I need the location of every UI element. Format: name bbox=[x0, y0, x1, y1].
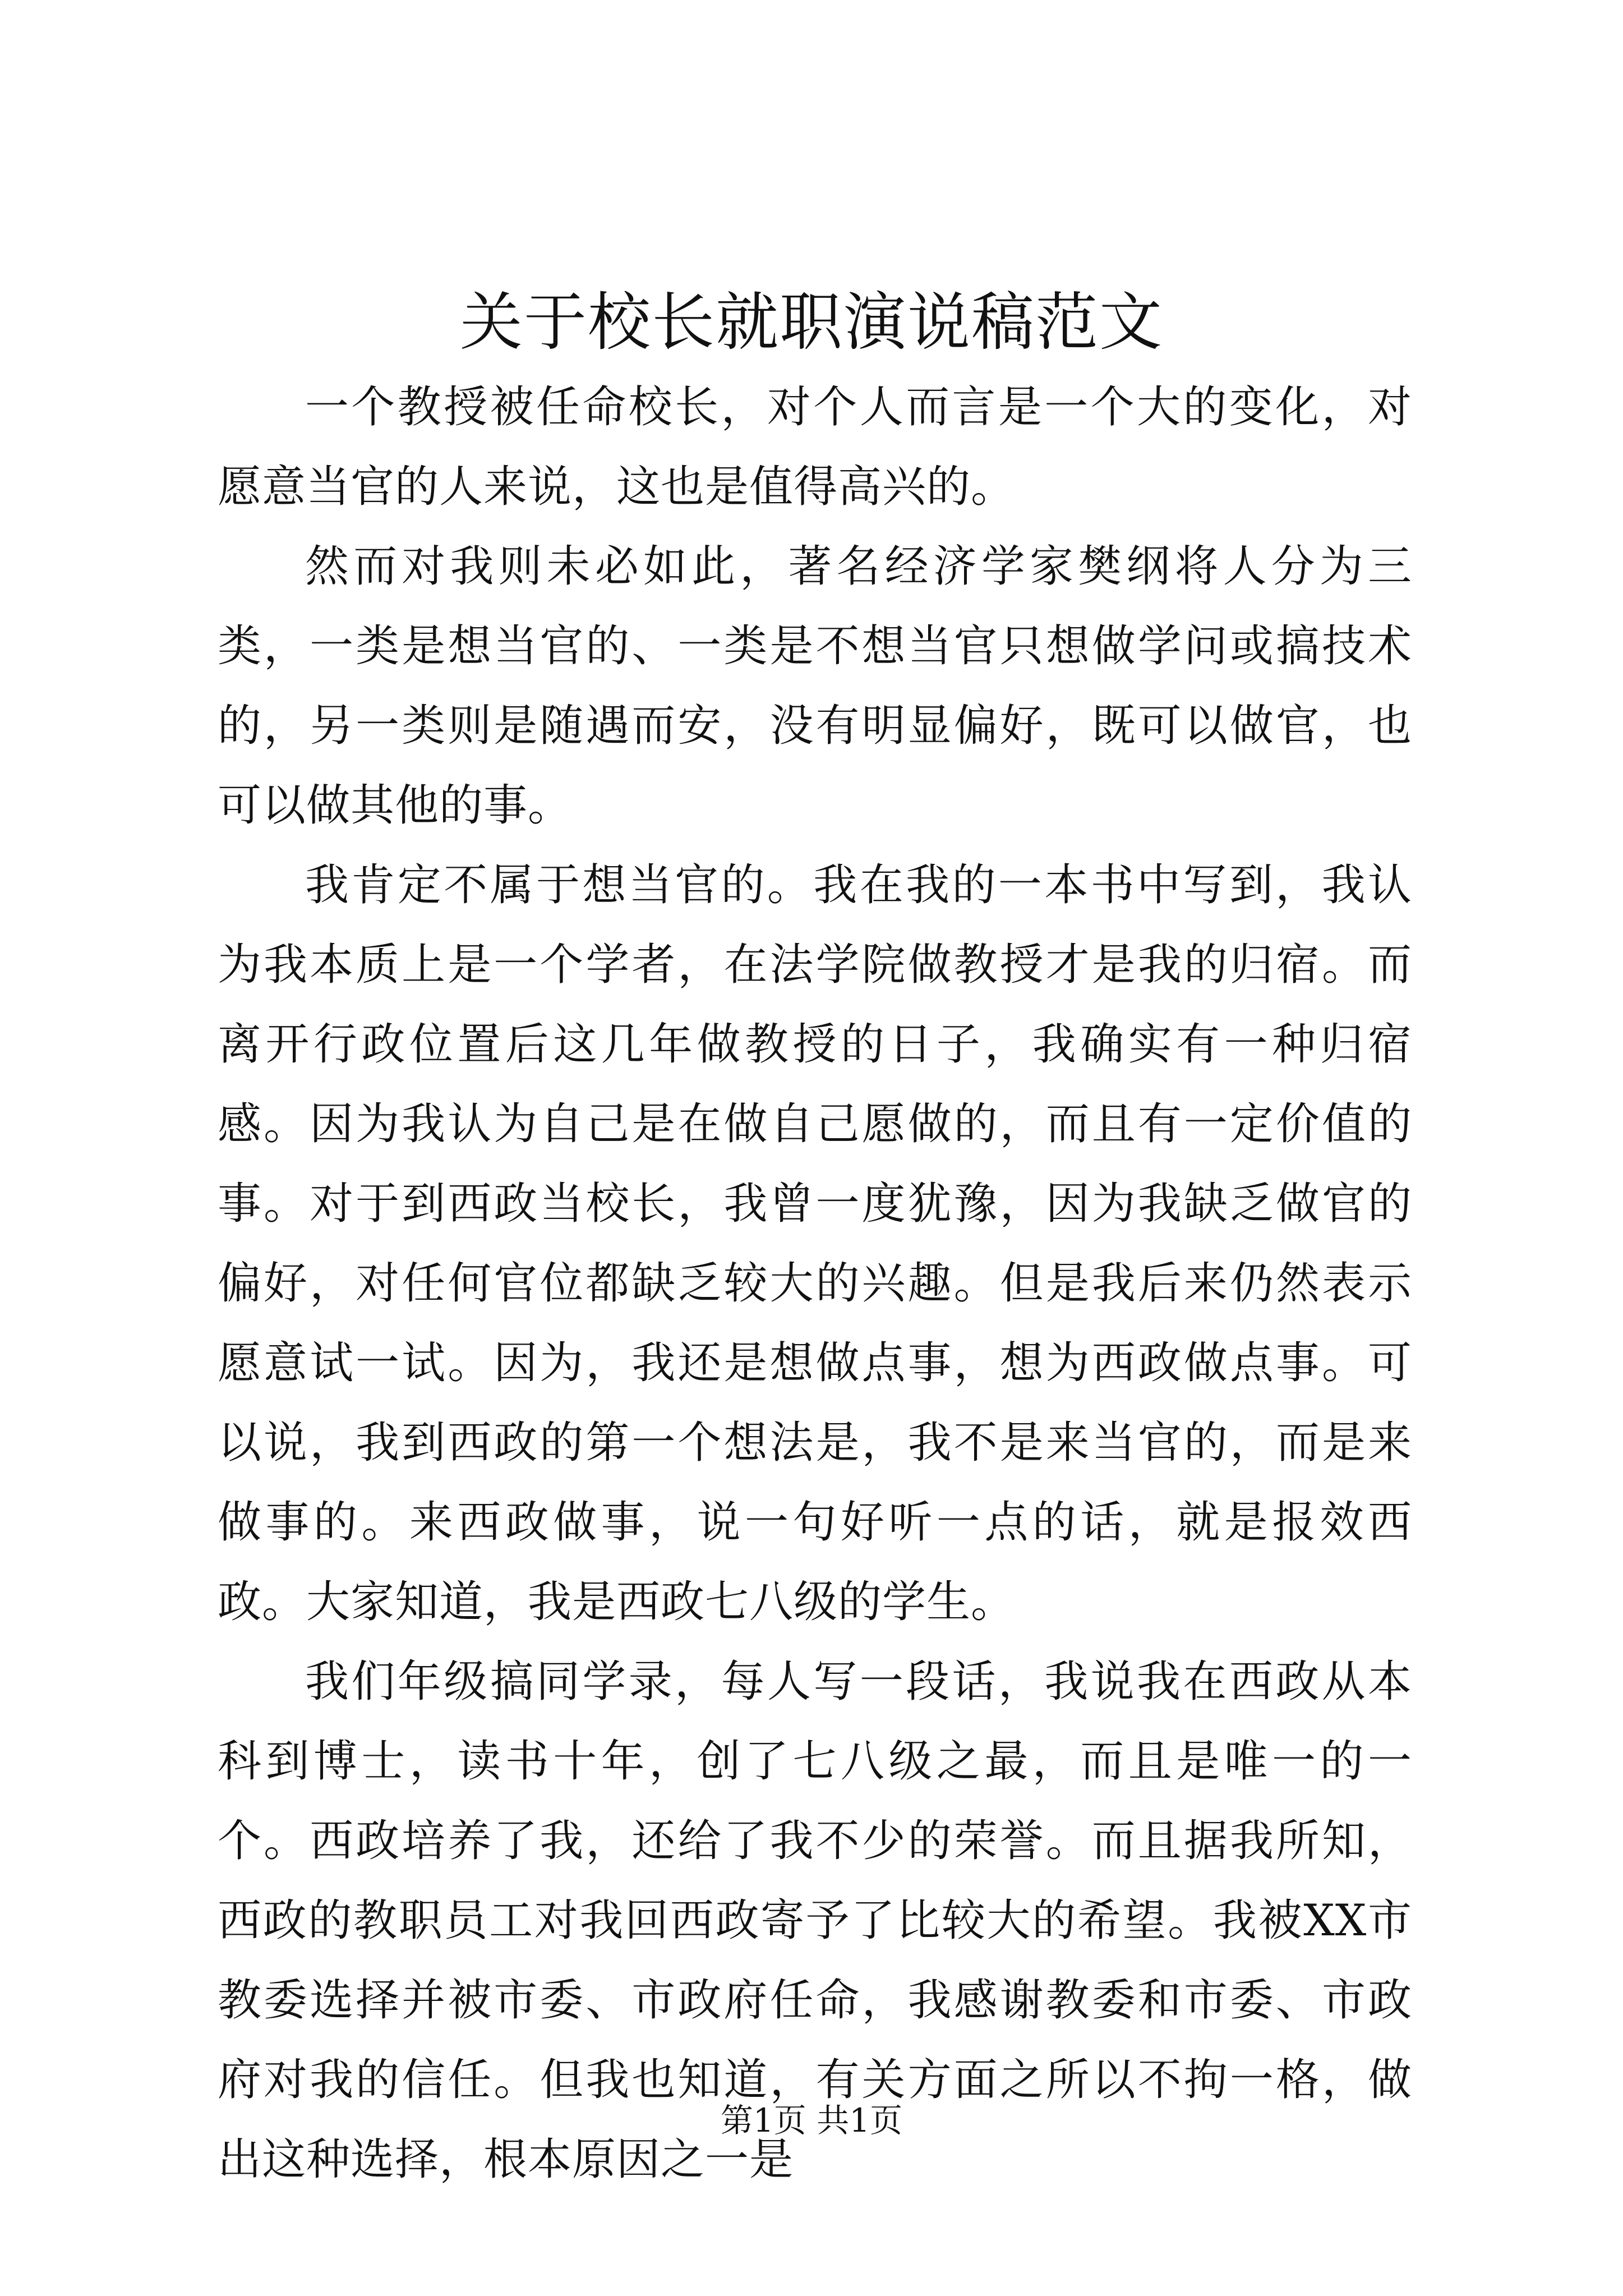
document-body bbox=[218, 367, 1412, 2200]
page-number-footer: 第1页 共1页 bbox=[720, 2101, 903, 2139]
paragraph: 然而对我则未必如此，著名经济学家樊纲将人分为三类，一类是想当官的、一类是不想当官只想做学问或搞技术的，另一类则是随遇而安，没有明显偏好，既可以做官，也可以做其他的事。 bbox=[218, 541, 1412, 831]
paragraph: 我肯定不属于想当官的。我在我的一本书中写到，我认为我本质上是一个学者，在法学院做教授才是我的归宿。而离开行政位置后这几年做教授的日子，我确实有一种归宿感。因为我认为自己是在做自己愿做的，而且有一定价值的事。对于到西政当校长，我曾一度犹豫，因为我缺乏做官的偏好，对任何官位都缺乏较大的兴趣。但是我后来仍然表示愿意试一试。因为，我还是想做点事，想为西政做点事。可以说，我到西政的第一个想法是，我不是来当官的，而是来做事的。来西政做事，说一句好听一点的话，就是报效西政。大家知道，我是西政七八级的学生。 bbox=[218, 860, 1412, 1627]
paragraph: 我们年级搞同学录，每人写一段话，我说我在西政从本科到博士，读书十年，创了七八级之最，而且是唯一的一个。西政培养了我，还给了我不少的荣誉。而且据我所知，西政的教职员工对我回西政寄予了比较大的希望。我被XX市教委选择并被市委、市政府任命，我感谢教委和市委、市政府对我的信任。但我也知道，有关方面之所以不拘一格，做出这种选择，根本原因之一是 bbox=[218, 1657, 1412, 2185]
paragraph: 一个教授被任命校长，对个人而言是一个大的变化，对愿意当官的人来说，这也是值得高兴的。 bbox=[218, 382, 1412, 512]
document-title: 关于校长就职演说稿范文 bbox=[460, 286, 1163, 359]
